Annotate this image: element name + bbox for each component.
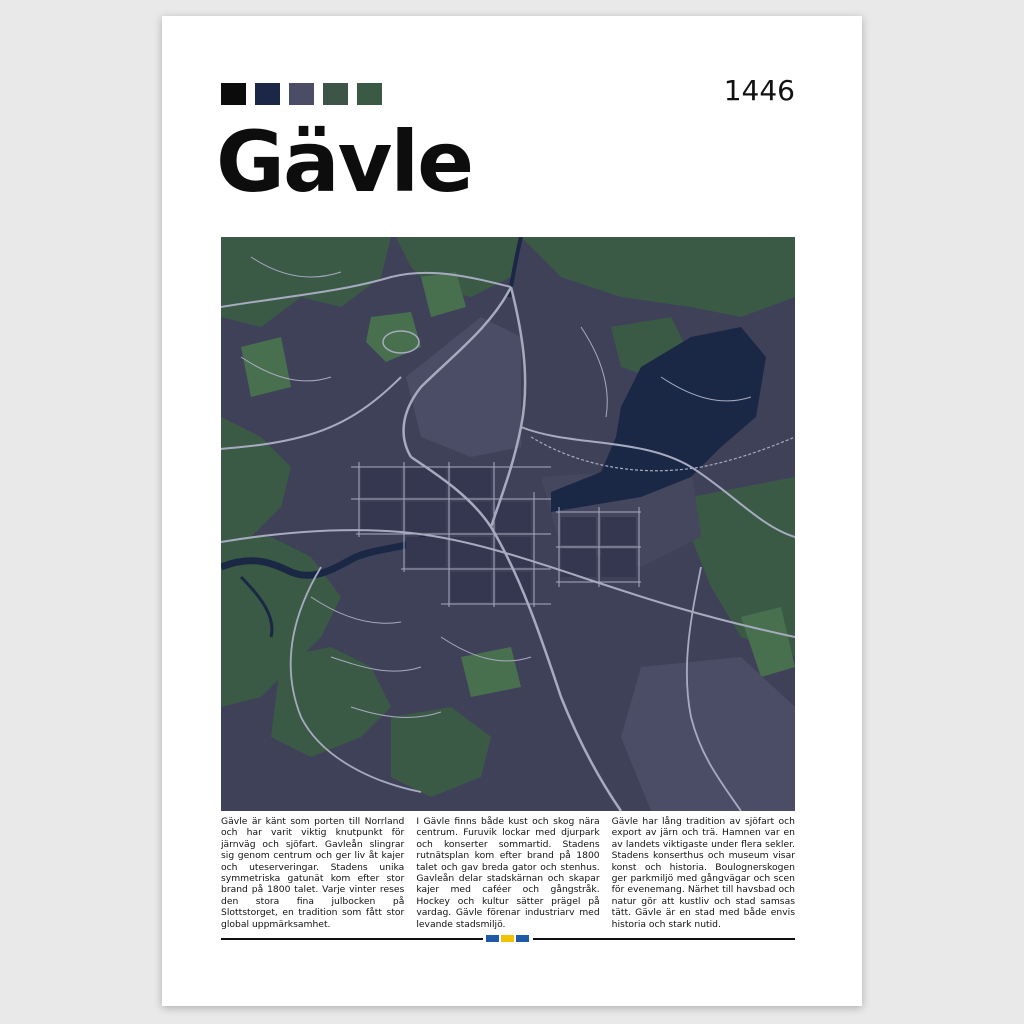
city-block	[406, 537, 446, 567]
founding-year: 1446	[723, 74, 795, 107]
poster	[162, 16, 862, 1006]
flag-stripe	[501, 935, 514, 942]
city-map	[221, 237, 795, 811]
palette-swatch	[221, 83, 246, 105]
flag-stripe	[516, 935, 529, 942]
city-block	[361, 467, 401, 497]
flag-stripe	[486, 935, 499, 942]
city-title: Gävle	[216, 113, 473, 211]
footer-rule-left	[221, 938, 483, 940]
palette-swatch	[289, 83, 314, 105]
color-palette	[221, 83, 382, 105]
city-block	[451, 467, 491, 497]
text-column-left: Gävle är känt som porten till Norrland och har varit viktig knutpunkt för järnväg och sjöfart. Gavleån slingrar sig genom centrum och ger liv åt kajer och uteserveringar. Stadens unika symmetriska gatunät kom efter stor brand på 1800 talet. Varje vinter reses den stora fina julbocken på Slottstorget, en tradition som fått stor global uppmärksamhet.	[221, 816, 405, 930]
text-column-right: Gävle har lång tradition av sjöfart och export av järn och trä. Hamnen var en av landets viktigaste under flera sekler. Stadens konserthus och museum visar konst och historia. Boulognerskogen ger parkmiljö med gångvägar och scen för evenemang. Närhet till havsbad och natur gör att kustliv och stad samsas tätt. Gävle är en stad med både envis historia och stark nutid.	[611, 816, 795, 930]
city-block	[406, 467, 446, 497]
city-block	[406, 502, 446, 532]
palette-swatch	[323, 83, 348, 105]
city-block	[361, 502, 401, 532]
palette-swatch	[357, 83, 382, 105]
city-block	[496, 502, 531, 532]
city-block	[601, 517, 636, 545]
city-block	[601, 549, 636, 577]
footer-rule-right	[533, 938, 795, 940]
city-block	[561, 517, 596, 545]
palette-swatch	[255, 83, 280, 105]
city-block	[451, 572, 491, 602]
text-columns	[221, 816, 795, 930]
text-column-middle: I Gävle finns både kust och skog nära centrum. Furuvik lockar med djurpark och konserter sommartid. Stadens rutnätsplan kom efter brand på 1800 talet och gav breda gator och stenhus. Gavleån delar stadskärnan och skapar kajer med caféer och gångstråk. Hockey och kultur sätter prägel på vardag. Gävle förenar industriarv med levande stadsmiljö.	[416, 816, 600, 930]
swedish-flag-stripes	[486, 935, 529, 942]
